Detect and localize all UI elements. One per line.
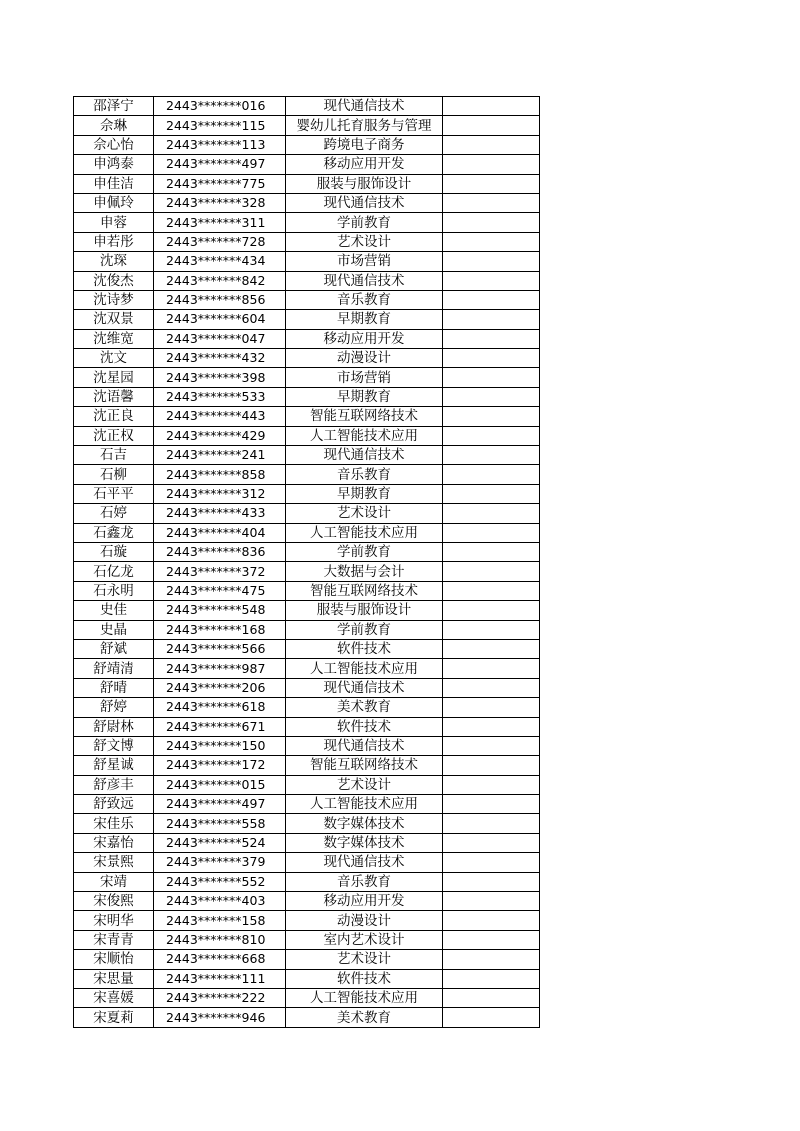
student-name-cell: 舒尉林 <box>74 717 154 736</box>
student-name-cell: 石婷 <box>74 504 154 523</box>
student-id-cell: 2443*******475 <box>154 581 286 600</box>
major-cell: 室内艺术设计 <box>286 930 443 949</box>
student-id-cell: 2443*******429 <box>154 426 286 445</box>
student-name-cell: 佘琳 <box>74 116 154 135</box>
major-cell: 人工智能技术应用 <box>286 426 443 445</box>
major-cell: 现代通信技术 <box>286 446 443 465</box>
table-row <box>74 368 540 387</box>
student-id-cell: 2443*******016 <box>154 97 286 116</box>
student-name-cell: 沈诗梦 <box>74 290 154 309</box>
student-id-cell: 2443*******111 <box>154 969 286 988</box>
student-id-cell: 2443*******836 <box>154 542 286 561</box>
major-cell: 动漫设计 <box>286 911 443 930</box>
table-row <box>74 872 540 891</box>
empty-cell <box>443 581 540 600</box>
student-id-cell: 2443*******946 <box>154 1008 286 1027</box>
student-name-cell: 舒彦丰 <box>74 775 154 794</box>
student-id-cell: 2443*******115 <box>154 116 286 135</box>
student-name-cell: 申鸿泰 <box>74 155 154 174</box>
table-row <box>74 232 540 251</box>
student-name-cell: 申佳洁 <box>74 174 154 193</box>
table-row <box>74 639 540 658</box>
table-row <box>74 853 540 872</box>
table-row <box>74 407 540 426</box>
empty-cell <box>443 930 540 949</box>
student-id-cell: 2443*******206 <box>154 678 286 697</box>
student-id-cell: 2443*******158 <box>154 911 286 930</box>
major-cell: 艺术设计 <box>286 232 443 251</box>
major-cell: 婴幼儿托育服务与管理 <box>286 116 443 135</box>
student-name-cell: 佘心怡 <box>74 135 154 154</box>
table-row <box>74 988 540 1007</box>
empty-cell <box>443 639 540 658</box>
student-name-cell: 申蓉 <box>74 213 154 232</box>
empty-cell <box>443 387 540 406</box>
major-cell: 现代通信技术 <box>286 853 443 872</box>
table-row <box>74 911 540 930</box>
empty-cell <box>443 601 540 620</box>
student-name-cell: 沈正良 <box>74 407 154 426</box>
major-cell: 市场营销 <box>286 368 443 387</box>
major-cell: 智能互联网络技术 <box>286 581 443 600</box>
student-name-cell: 石鑫龙 <box>74 523 154 542</box>
student-name-cell: 宋明华 <box>74 911 154 930</box>
table-row <box>74 523 540 542</box>
empty-cell <box>443 271 540 290</box>
major-cell: 人工智能技术应用 <box>286 659 443 678</box>
student-name-cell: 宋俊熙 <box>74 892 154 911</box>
major-cell: 移动应用开发 <box>286 155 443 174</box>
empty-cell <box>443 736 540 755</box>
student-name-cell: 舒晴 <box>74 678 154 697</box>
major-cell: 智能互联网络技术 <box>286 407 443 426</box>
student-name-cell: 邵泽宁 <box>74 97 154 116</box>
empty-cell <box>443 407 540 426</box>
table-row <box>74 717 540 736</box>
empty-cell <box>443 426 540 445</box>
empty-cell <box>443 1008 540 1027</box>
student-name-cell: 沈语馨 <box>74 387 154 406</box>
table-row <box>74 736 540 755</box>
student-name-cell: 宋景熙 <box>74 853 154 872</box>
empty-cell <box>443 504 540 523</box>
table-row <box>74 271 540 290</box>
table-row <box>74 969 540 988</box>
student-id-cell: 2443*******150 <box>154 736 286 755</box>
major-cell: 现代通信技术 <box>286 736 443 755</box>
major-cell: 软件技术 <box>286 969 443 988</box>
major-cell: 学前教育 <box>286 213 443 232</box>
table-row <box>74 601 540 620</box>
student-name-cell: 沈正权 <box>74 426 154 445</box>
major-cell: 数字媒体技术 <box>286 833 443 852</box>
student-id-cell: 2443*******856 <box>154 290 286 309</box>
empty-cell <box>443 698 540 717</box>
table-row <box>74 833 540 852</box>
empty-cell <box>443 775 540 794</box>
empty-cell <box>443 717 540 736</box>
student-id-cell: 2443*******548 <box>154 601 286 620</box>
empty-cell <box>443 678 540 697</box>
empty-cell <box>443 620 540 639</box>
table-row <box>74 349 540 368</box>
major-cell: 动漫设计 <box>286 349 443 368</box>
student-id-cell: 2443*******015 <box>154 775 286 794</box>
empty-cell <box>443 756 540 775</box>
student-name-cell: 宋顺怡 <box>74 950 154 969</box>
table-row <box>74 892 540 911</box>
empty-cell <box>443 950 540 969</box>
empty-cell <box>443 135 540 154</box>
major-cell: 现代通信技术 <box>286 678 443 697</box>
student-id-cell: 2443*******241 <box>154 446 286 465</box>
student-name-cell: 宋夏莉 <box>74 1008 154 1027</box>
empty-cell <box>443 542 540 561</box>
empty-cell <box>443 465 540 484</box>
student-id-cell: 2443*******810 <box>154 930 286 949</box>
table-row <box>74 775 540 794</box>
empty-cell <box>443 252 540 271</box>
table-row <box>74 135 540 154</box>
student-id-cell: 2443*******497 <box>154 795 286 814</box>
student-id-cell: 2443*******222 <box>154 988 286 1007</box>
student-id-cell: 2443*******172 <box>154 756 286 775</box>
student-id-cell: 2443*******858 <box>154 465 286 484</box>
major-cell: 数字媒体技术 <box>286 814 443 833</box>
table-row <box>74 387 540 406</box>
empty-cell <box>443 853 540 872</box>
student-id-cell: 2443*******312 <box>154 484 286 503</box>
major-cell: 早期教育 <box>286 310 443 329</box>
student-id-cell: 2443*******728 <box>154 232 286 251</box>
table-row <box>74 465 540 484</box>
empty-cell <box>443 155 540 174</box>
student-name-cell: 沈琛 <box>74 252 154 271</box>
student-id-cell: 2443*******433 <box>154 504 286 523</box>
major-cell: 智能互联网络技术 <box>286 756 443 775</box>
table-row <box>74 581 540 600</box>
major-cell: 音乐教育 <box>286 872 443 891</box>
empty-cell <box>443 523 540 542</box>
student-name-cell: 沈文 <box>74 349 154 368</box>
table-row <box>74 562 540 581</box>
student-id-cell: 2443*******552 <box>154 872 286 891</box>
student-name-cell: 石吉 <box>74 446 154 465</box>
major-cell: 学前教育 <box>286 620 443 639</box>
empty-cell <box>443 232 540 251</box>
student-name-cell: 石柳 <box>74 465 154 484</box>
student-id-cell: 2443*******113 <box>154 135 286 154</box>
table-row <box>74 659 540 678</box>
empty-cell <box>443 349 540 368</box>
student-id-cell: 2443*******775 <box>154 174 286 193</box>
empty-cell <box>443 329 540 348</box>
student-id-cell: 2443*******434 <box>154 252 286 271</box>
table-row <box>74 678 540 697</box>
student-name-cell: 宋思量 <box>74 969 154 988</box>
empty-cell <box>443 833 540 852</box>
student-id-cell: 2443*******618 <box>154 698 286 717</box>
student-name-cell: 宋嘉怡 <box>74 833 154 852</box>
student-id-cell: 2443*******558 <box>154 814 286 833</box>
student-id-cell: 2443*******403 <box>154 892 286 911</box>
major-cell: 人工智能技术应用 <box>286 988 443 1007</box>
table-row <box>74 930 540 949</box>
major-cell: 软件技术 <box>286 717 443 736</box>
student-name-cell: 宋青青 <box>74 930 154 949</box>
table-row <box>74 310 540 329</box>
table-row <box>74 484 540 503</box>
student-id-cell: 2443*******604 <box>154 310 286 329</box>
empty-cell <box>443 562 540 581</box>
major-cell: 服装与服饰设计 <box>286 174 443 193</box>
major-cell: 软件技术 <box>286 639 443 658</box>
empty-cell <box>443 969 540 988</box>
student-name-cell: 舒星诚 <box>74 756 154 775</box>
empty-cell <box>443 988 540 1007</box>
table-row <box>74 542 540 561</box>
table-row <box>74 620 540 639</box>
empty-cell <box>443 446 540 465</box>
table-row <box>74 795 540 814</box>
student-name-cell: 舒靖清 <box>74 659 154 678</box>
student-id-cell: 2443*******524 <box>154 833 286 852</box>
major-cell: 服装与服饰设计 <box>286 601 443 620</box>
major-cell: 艺术设计 <box>286 504 443 523</box>
student-name-cell: 史晶 <box>74 620 154 639</box>
major-cell: 移动应用开发 <box>286 892 443 911</box>
table-row <box>74 756 540 775</box>
table-row <box>74 698 540 717</box>
major-cell: 音乐教育 <box>286 465 443 484</box>
table-row <box>74 213 540 232</box>
student-id-cell: 2443*******497 <box>154 155 286 174</box>
major-cell: 音乐教育 <box>286 290 443 309</box>
student-name-cell: 宋喜媛 <box>74 988 154 1007</box>
student-name-cell: 申若彤 <box>74 232 154 251</box>
student-name-cell: 石平平 <box>74 484 154 503</box>
table-row <box>74 504 540 523</box>
major-cell: 现代通信技术 <box>286 97 443 116</box>
empty-cell <box>443 193 540 212</box>
major-cell: 大数据与会计 <box>286 562 443 581</box>
table-row <box>74 193 540 212</box>
empty-cell <box>443 484 540 503</box>
major-cell: 美术教育 <box>286 698 443 717</box>
student-id-cell: 2443*******566 <box>154 639 286 658</box>
major-cell: 艺术设计 <box>286 775 443 794</box>
major-cell: 市场营销 <box>286 252 443 271</box>
student-name-cell: 石亿龙 <box>74 562 154 581</box>
student-id-cell: 2443*******372 <box>154 562 286 581</box>
table-row <box>74 155 540 174</box>
student-name-cell: 宋佳乐 <box>74 814 154 833</box>
table-row <box>74 446 540 465</box>
student-id-cell: 2443*******668 <box>154 950 286 969</box>
student-id-cell: 2443*******311 <box>154 213 286 232</box>
table-row <box>74 426 540 445</box>
roster-body <box>74 97 540 1028</box>
table-row <box>74 814 540 833</box>
student-name-cell: 宋靖 <box>74 872 154 891</box>
empty-cell <box>443 872 540 891</box>
major-cell: 人工智能技术应用 <box>286 795 443 814</box>
empty-cell <box>443 97 540 116</box>
student-name-cell: 沈星园 <box>74 368 154 387</box>
student-id-cell: 2443*******168 <box>154 620 286 639</box>
student-id-cell: 2443*******379 <box>154 853 286 872</box>
major-cell: 艺术设计 <box>286 950 443 969</box>
major-cell: 学前教育 <box>286 542 443 561</box>
major-cell: 现代通信技术 <box>286 193 443 212</box>
student-name-cell: 石永明 <box>74 581 154 600</box>
major-cell: 现代通信技术 <box>286 271 443 290</box>
student-name-cell: 申佩玲 <box>74 193 154 212</box>
student-name-cell: 沈双景 <box>74 310 154 329</box>
student-name-cell: 舒文博 <box>74 736 154 755</box>
student-id-cell: 2443*******047 <box>154 329 286 348</box>
student-name-cell: 舒斌 <box>74 639 154 658</box>
table-row <box>74 97 540 116</box>
student-name-cell: 石璇 <box>74 542 154 561</box>
student-roster-table <box>73 96 540 1028</box>
table-row <box>74 252 540 271</box>
table-row <box>74 1008 540 1027</box>
student-id-cell: 2443*******842 <box>154 271 286 290</box>
table-row <box>74 116 540 135</box>
student-id-cell: 2443*******533 <box>154 387 286 406</box>
student-id-cell: 2443*******404 <box>154 523 286 542</box>
table-row <box>74 329 540 348</box>
table-row <box>74 950 540 969</box>
empty-cell <box>443 892 540 911</box>
major-cell: 移动应用开发 <box>286 329 443 348</box>
empty-cell <box>443 290 540 309</box>
student-name-cell: 史佳 <box>74 601 154 620</box>
empty-cell <box>443 213 540 232</box>
empty-cell <box>443 116 540 135</box>
empty-cell <box>443 310 540 329</box>
major-cell: 人工智能技术应用 <box>286 523 443 542</box>
student-name-cell: 舒致远 <box>74 795 154 814</box>
empty-cell <box>443 174 540 193</box>
table-row <box>74 174 540 193</box>
empty-cell <box>443 368 540 387</box>
student-name-cell: 沈俊杰 <box>74 271 154 290</box>
major-cell: 美术教育 <box>286 1008 443 1027</box>
major-cell: 早期教育 <box>286 484 443 503</box>
student-name-cell: 沈维宽 <box>74 329 154 348</box>
student-id-cell: 2443*******432 <box>154 349 286 368</box>
empty-cell <box>443 659 540 678</box>
major-cell: 跨境电子商务 <box>286 135 443 154</box>
empty-cell <box>443 911 540 930</box>
empty-cell <box>443 795 540 814</box>
student-id-cell: 2443*******398 <box>154 368 286 387</box>
table-row <box>74 290 540 309</box>
student-id-cell: 2443*******987 <box>154 659 286 678</box>
student-id-cell: 2443*******328 <box>154 193 286 212</box>
student-name-cell: 舒婷 <box>74 698 154 717</box>
student-id-cell: 2443*******443 <box>154 407 286 426</box>
empty-cell <box>443 814 540 833</box>
student-id-cell: 2443*******671 <box>154 717 286 736</box>
major-cell: 早期教育 <box>286 387 443 406</box>
